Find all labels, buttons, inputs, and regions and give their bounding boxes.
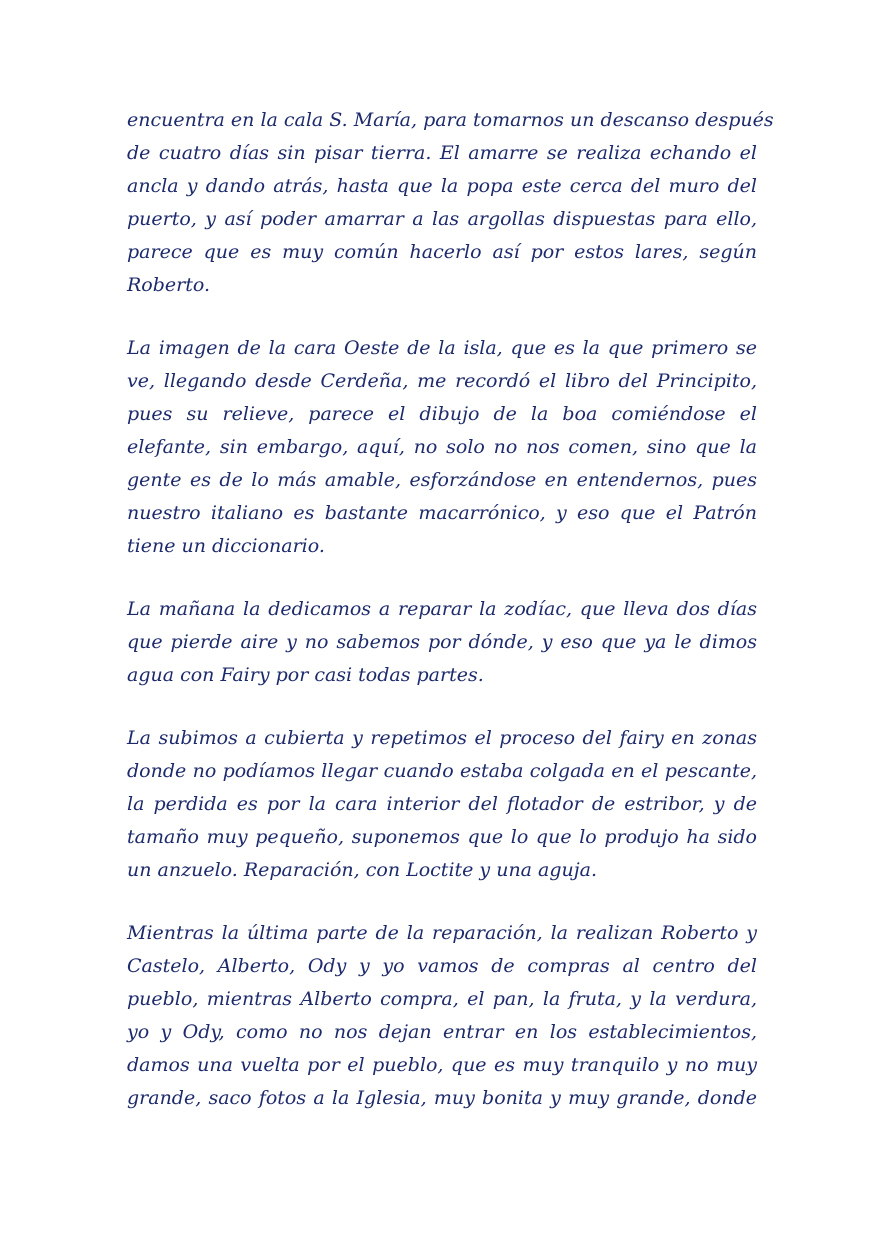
- text-line: la perdida es por la cara interior del flotador de estribor, y de: [127, 793, 757, 815]
- text-line: pueblo, mientras Alberto compra, el pan, la fruta, y la verdura,: [127, 988, 757, 1010]
- paragraph-1: [127, 104, 774, 302]
- text-line: Mientras la última parte de la reparación, la realizan Roberto y: [127, 922, 757, 944]
- text-line: que pierde aire y no sabemos por dónde, y eso que ya le dimos: [127, 631, 757, 653]
- paragraph-2: [127, 332, 757, 563]
- text-line: damos una vuelta por el pueblo, que es muy tranquilo y no muy: [127, 1054, 757, 1076]
- text-line: encuentra en la cala S. María, para tomarnos un descanso después: [127, 109, 774, 131]
- text-line: grande, saco fotos a la Iglesia, muy bonita y muy grande, donde: [127, 1087, 757, 1109]
- text-line: Castelo, Alberto, Ody y yo vamos de compras al centro del: [127, 955, 757, 977]
- text-line: pues su relieve, parece el dibujo de la boa comiéndose el: [127, 403, 757, 425]
- text-line: de cuatro días sin pisar tierra. El amarre se realiza echando el: [127, 142, 757, 164]
- text-line: puerto, y así poder amarrar a las argollas dispuestas para ello,: [127, 208, 757, 230]
- text-line: tamaño muy pequeño, suponemos que lo que lo produjo ha sido: [127, 826, 757, 848]
- text-line: elefante, sin embargo, aquí, no solo no nos comen, sino que la: [127, 436, 757, 458]
- paragraph-5: [127, 917, 757, 1115]
- text-line: nuestro italiano es bastante macarrónico, y eso que el Patrón: [127, 502, 757, 524]
- text-line: La imagen de la cara Oeste de la isla, que es la que primero se: [127, 337, 757, 359]
- text-line: donde no podíamos llegar cuando estaba colgada en el pescante,: [127, 760, 757, 782]
- text-line: La subimos a cubierta y repetimos el proceso del fairy en zonas: [127, 727, 757, 749]
- text-line: La mañana la dedicamos a reparar la zodíac, que lleva dos días: [127, 598, 757, 620]
- text-line: un anzuelo. Reparación, con Loctite y una aguja.: [127, 859, 598, 881]
- text-line: ve, llegando desde Cerdeña, me recordó el libro del Principito,: [127, 370, 757, 392]
- text-line: ancla y dando atrás, hasta que la popa este cerca del muro del: [127, 175, 757, 197]
- text-line: agua con Fairy por casi todas partes.: [127, 664, 484, 686]
- text-line: tiene un diccionario.: [127, 535, 325, 557]
- text-line: yo y Ody, como no nos dejan entrar en los establecimientos,: [127, 1021, 757, 1043]
- text-line: parece que es muy común hacerlo así por estos lares, según: [127, 241, 757, 263]
- paragraph-4: [127, 722, 757, 887]
- paragraph-3: [127, 593, 757, 692]
- body-text: [127, 104, 774, 1145]
- text-line: Roberto.: [127, 274, 211, 296]
- text-line: gente es de lo más amable, esforzándose en entendernos, pues: [127, 469, 757, 491]
